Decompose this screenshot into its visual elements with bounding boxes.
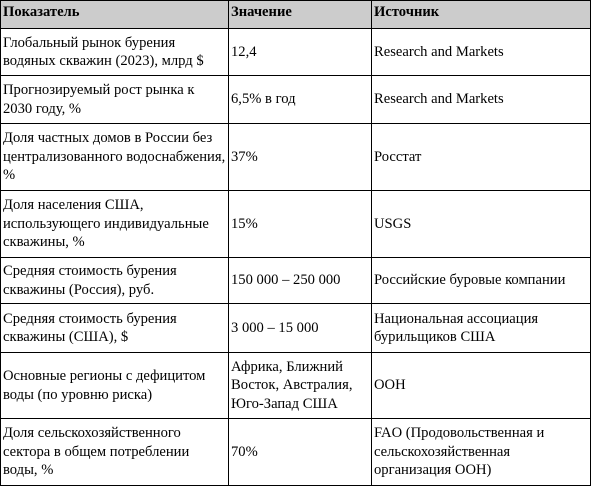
table-row [1,29,591,76]
cell-value: 12,4 [229,29,372,76]
cell-value: 3 000 – 15 000 [229,304,372,353]
cell-value: 6,5% в год [229,76,372,124]
cell-source: Национальная ассоциация бурильщиков США [372,304,591,353]
cell-indicator: Доля сельскохозяйственного сектора в общем потреблении воды, % [1,419,229,486]
cell-indicator: Доля частных домов в России без централизованного водоснабжения, % [1,124,229,191]
cell-source: ООН [372,353,591,419]
cell-value: 70% [229,419,372,486]
table-row [1,191,591,258]
table-row [1,124,591,191]
cell-source: Российские буровые компании [372,258,591,304]
cell-value: 150 000 – 250 000 [229,258,372,304]
cell-indicator: Средняя стоимость бурения скважины (Россия), руб. [1,258,229,304]
cell-value: 37% [229,124,372,191]
cell-indicator: Глобальный рынок бурения водяных скважин (2023), млрд $ [1,29,229,76]
column-header-value: Значение [229,1,372,29]
cell-source: Research and Markets [372,76,591,124]
column-header-source: Источник [372,1,591,29]
cell-indicator: Средняя стоимость бурения скважины (США), $ [1,304,229,353]
column-header-indicator: Показатель [1,1,229,29]
cell-indicator: Прогнозируемый рост рынка к 2030 году, % [1,76,229,124]
table-row [1,353,591,419]
table-row [1,76,591,124]
cell-source: USGS [372,191,591,258]
cell-source: Research and Markets [372,29,591,76]
cell-source: FAO (Продовольственная и сельскохозяйственная организация ООН) [372,419,591,486]
cell-value: 15% [229,191,372,258]
table-row [1,304,591,353]
cell-indicator: Доля населения США, использующего индивидуальные скважины, % [1,191,229,258]
table-header-row [1,1,591,29]
cell-source: Росстат [372,124,591,191]
cell-indicator: Основные регионы с дефицитом воды (по уровню риска) [1,353,229,419]
table-row [1,258,591,304]
cell-value: Африка, Ближний Восток, Австралия, Юго-Запад США [229,353,372,419]
table-row [1,419,591,486]
